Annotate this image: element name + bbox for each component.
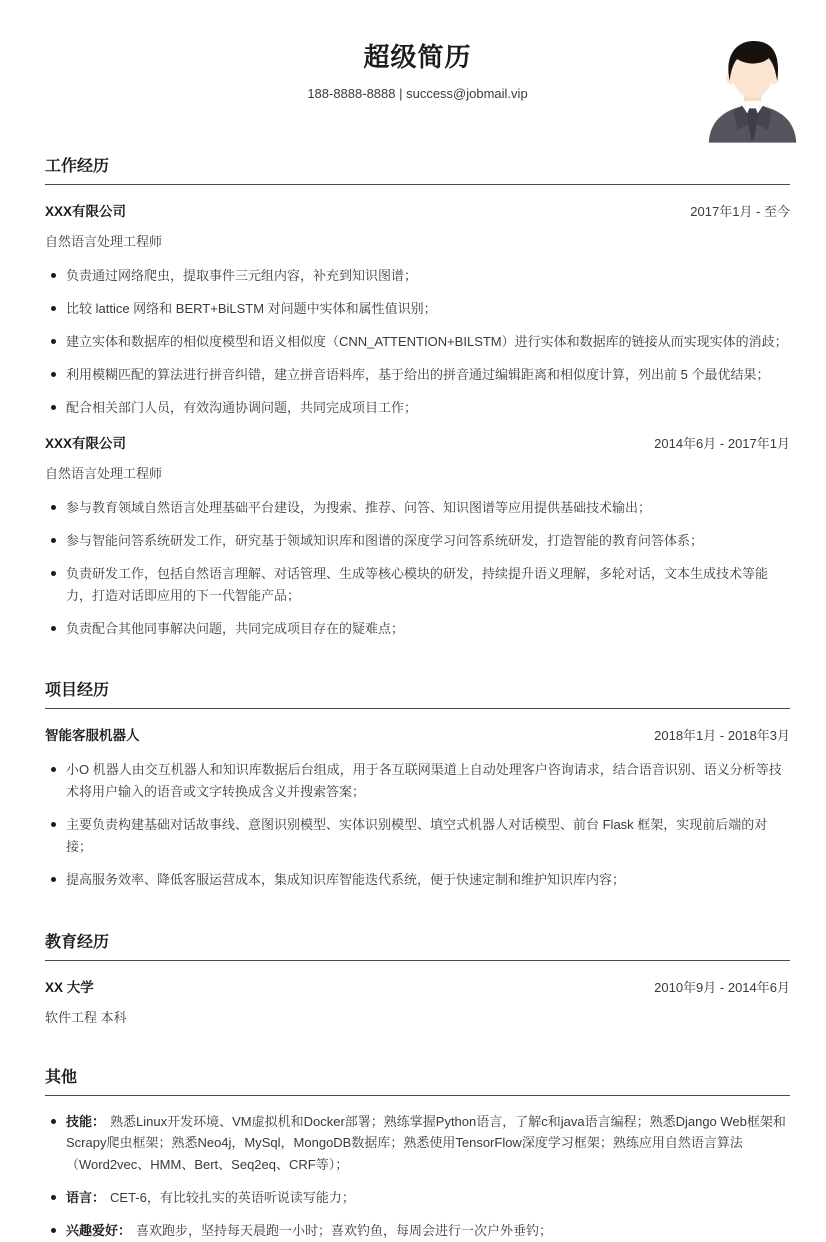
bullet-item: 参与智能问答系统研发工作，研究基于领域知识库和图谱的深度学习问答系统研发，打造智能的教育问答体系；	[45, 530, 790, 552]
bullet-item: 配合相关部门人员，有效沟通协调问题，共同完成项目工作；	[45, 397, 790, 419]
other-list	[45, 1111, 790, 1242]
bullet-item: 负责通过网络爬虫，提取事件三元组内容，补充到知识图谱；	[45, 265, 790, 287]
date-range: 2010年9月 - 2014年6月	[654, 979, 790, 995]
section-title-work: 工作经历	[45, 158, 110, 176]
bullet-list	[45, 497, 790, 639]
other-item-label: 语言：	[66, 1190, 106, 1206]
bullet-list	[45, 265, 790, 418]
education-entry-1	[45, 976, 790, 1026]
section-title-project: 项目经历	[45, 682, 110, 700]
other-item-label: 技能：	[66, 1113, 106, 1129]
bullet-item: 负责配合其他同事解决问题，共同完成项目存在的疑难点；	[45, 618, 790, 640]
contact-info: 188-8888-8888 | success@jobmail.vip	[307, 86, 528, 102]
section-other	[45, 1064, 790, 1242]
other-item-skills	[45, 1111, 790, 1176]
entry-header	[45, 432, 790, 452]
project-name: 智能客服机器人	[45, 728, 140, 744]
section-header	[45, 929, 790, 961]
company-name: XXX有限公司	[45, 436, 127, 452]
bullet-item: 小O 机器人由交互机器人和知识库数据后台组成，用于各互联网渠道上自动处理客户咨询请求，结合语音识别、语义分析等技术将用户输入的语音或文字转换成含义并搜索答案；	[45, 759, 790, 803]
work-entry-1	[45, 200, 790, 418]
bullet-item: 利用模糊匹配的算法进行拼音纠错，建立拼音语料库，基于给出的拼音通过编辑距离和相似度计算，列出前 5 个最优结果；	[45, 364, 790, 386]
job-title: 自然语言处理工程师	[45, 234, 163, 250]
entry-header	[45, 200, 790, 220]
other-item-label: 兴趣爱好：	[66, 1222, 132, 1238]
section-header	[45, 677, 790, 709]
bullet-item: 提高服务效率、降低客服运营成本，集成知识库智能迭代系统，便于快速定制和维护知识库内容；	[45, 869, 790, 891]
male-avatar-icon	[705, 33, 800, 143]
avatar	[705, 33, 800, 143]
section-title-other: 其他	[45, 1068, 78, 1086]
date-range: 2014年6月 - 2017年1月	[654, 436, 790, 452]
work-entry-2	[45, 432, 790, 639]
major-degree: 软件工程 本科	[45, 1009, 127, 1025]
other-item-text: 喜欢跑步，坚持每天晨跑一小时；喜欢钓鱼，每周会进行一次户外垂钓；	[136, 1222, 553, 1238]
company-name: XXX有限公司	[45, 204, 127, 220]
project-entry-1	[45, 724, 790, 890]
resume-header	[45, 42, 790, 101]
bullet-item: 参与教育领域自然语言处理基础平台建设，为搜索、推荐、问答、知识图谱等应用提供基础技术输出；	[45, 497, 790, 519]
date-range: 2018年1月 - 2018年3月	[654, 728, 790, 744]
date-range: 2017年1月 - 至今	[690, 204, 790, 220]
entry-header	[45, 724, 790, 744]
section-work-experience	[45, 153, 790, 639]
other-item-text: CET-6，有比较扎实的英语听说读写能力；	[110, 1190, 355, 1206]
bullet-item: 比较 lattice 网络和 BERT+BiLSTM 对问题中实体和属性值识别；	[45, 298, 790, 320]
section-title-education: 教育经历	[45, 933, 110, 951]
job-title: 自然语言处理工程师	[45, 466, 163, 482]
bullet-item: 建立实体和数据库的相似度模型和语义相似度（CNN_ATTENTION+BILSTM）进行实体和数据库的链接从而实现实体的消歧；	[45, 331, 790, 353]
section-education	[45, 929, 790, 1026]
other-item-language	[45, 1187, 790, 1209]
other-item-hobbies	[45, 1220, 790, 1242]
section-header	[45, 153, 790, 185]
bullet-item: 负责研发工作，包括自然语言理解、对话管理、生成等核心模块的研发，持续提升语义理解，多轮对话，文本生成技术等能力，打造对话即应用的下一代智能产品；	[45, 563, 790, 607]
entry-header	[45, 976, 790, 996]
section-project-experience	[45, 677, 790, 890]
section-header	[45, 1064, 790, 1096]
school-name: XX 大学	[45, 979, 94, 995]
other-item-text: 熟悉Linux开发环境、VM虚拟机和Docker部署；熟练掌握Python语言，了解c和java语言编程；熟悉Django Web框架和Scrapy爬虫框架；熟悉Neo4j，MySql，MongoDB数据库；熟悉使用TensorFlow深度学习框架；熟练应用自然语言算法（Word2vec、HMM、Bert、Seq2eq、CRF等）；	[66, 1113, 786, 1173]
bullet-item: 主要负责构建基础对话故事线、意图识别模型、实体识别模型、填空式机器人对话模型、前台 Flask 框架，实现前后端的对接；	[45, 814, 790, 858]
resume-title: 超级简历	[363, 42, 472, 72]
bullet-list	[45, 759, 790, 890]
